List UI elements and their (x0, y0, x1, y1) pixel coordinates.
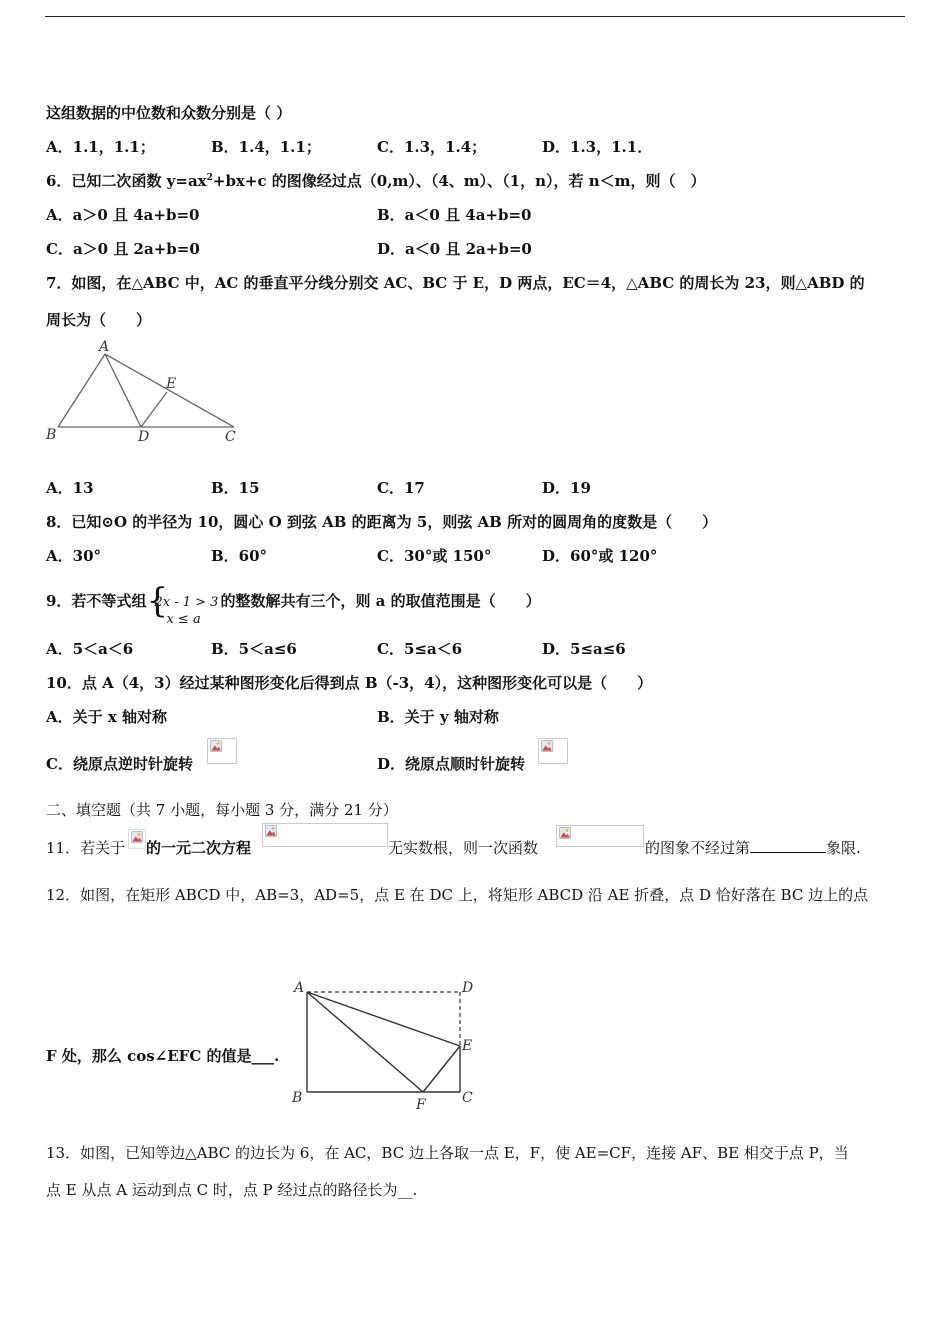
question-6 (46, 171, 705, 191)
question-11 (46, 838, 125, 858)
q7-option-b: B．15 (211, 479, 260, 497)
question-7-line1: 7．如图，在△ABC 中，AC 的垂直平分线分别交 AC、BC 于 E，D 两点，EC＝4，△ABC 的周长为 23，则△ABD 的 (46, 274, 865, 292)
question-13-line1: 13．如图，已知等边△ABC 的边长为 6，在 AC，BC 边上各取一点 E，F，使 AE=CF，连接 AF、BE 相交于点 P，当 (46, 1144, 849, 1162)
q7-option-c: C．17 (377, 479, 425, 497)
q12-label-f: F (416, 1097, 426, 1113)
q10-option-a: A．关于 x 轴对称 (46, 708, 168, 726)
q5-option-d: D．1.3，1.1． (542, 138, 653, 156)
question-9 (46, 581, 541, 627)
q8-option-a: A．30° (46, 547, 102, 565)
q11-text-2: 的一元二次方程 (146, 839, 252, 857)
inequality-row-1: 2x - 1 > 3 (154, 595, 219, 610)
q8-option-b: B．60° (211, 547, 268, 565)
q6-text-pre: 6．已知二次函数 y=ax (46, 172, 207, 190)
q7-label-d: D (138, 429, 150, 445)
q9-text-pre: 9．若不等式组 (46, 592, 147, 610)
inequality-system: { 2x - 1 > 3 x ≤ a (146, 584, 220, 620)
q10-option-b: B．关于 y 轴对称 (377, 708, 499, 726)
broken-image-icon (128, 829, 146, 849)
q12-label-b: B (292, 1090, 303, 1106)
q11-text-4-label: 的图象不经过第 (645, 839, 751, 857)
q10-option-c: C．绕原点逆时针旋转 (46, 755, 193, 773)
q9-option-b: B．5＜a≤6 (211, 640, 297, 658)
q12-label-c: C (462, 1090, 473, 1106)
q7-label-a: A (99, 339, 110, 355)
q9-option-d: D．5≤a≤6 (542, 640, 626, 658)
q11-text-5: 象限. (826, 839, 861, 857)
q7-label-e: E (166, 376, 177, 392)
q6-option-c: C．a＞0 且 2a+b=0 (46, 240, 200, 258)
q6-option-a: A．a＞0 且 4a+b=0 (46, 206, 200, 224)
q9-text-post: 的整数解共有三个，则 a 的取值范围是（ ） (220, 592, 541, 610)
q11-text-4 (645, 838, 861, 858)
question-12-line1: 12．如图，在矩形 ABCD 中，AB=3，AD=5，点 E 在 DC 上，将矩形 ABCD 沿 AE 折叠，点 D 恰好落在 BC 边上的点 (46, 886, 869, 904)
header-rule (45, 16, 905, 17)
q10-option-d: D．绕原点顺时针旋转 (377, 755, 526, 773)
triangle-figure-q7 (44, 338, 244, 450)
q6-exponent: 2 (206, 173, 213, 183)
q12-label-d: D (462, 980, 474, 996)
q8-option-d: D．60°或 120° (542, 547, 658, 565)
broken-image-icon (207, 738, 237, 764)
q7-option-d: D．19 (542, 479, 591, 497)
q12-label-a: A (294, 980, 305, 996)
q6-option-d: D．a＜0 且 2a+b=0 (377, 240, 532, 258)
q7-option-a: A．13 (46, 479, 94, 497)
q11-text-1: 11．若关于 (46, 839, 126, 857)
q5-option-a: A．1.1，1.1； (46, 138, 155, 156)
q9-option-a: A．5＜a＜6 (46, 640, 134, 658)
broken-image-icon (262, 823, 388, 847)
inequality-row-2: x ≤ a (166, 612, 201, 627)
q6-text-post: +bx+c 的图像经过点（0,m）、（4、m）、（1，n），若 n＜m，则（ ） (212, 172, 706, 190)
q11-text-3: 无实数根，则一次函数 (388, 839, 539, 857)
q8-option-c: C．30°或 150° (377, 547, 492, 565)
question-10: 10．点 A（4，3）经过某种图形变化后得到点 B（-3，4），这种图形变化可以是（ ） (46, 674, 653, 692)
broken-image-icon (538, 738, 568, 764)
rectangle-fold-figure-q12 (286, 972, 486, 1114)
question-5-stem: 这组数据的中位数和众数分别是（ ） (46, 104, 292, 122)
q7-label-c: C (225, 429, 236, 445)
broken-image-icon (556, 825, 644, 847)
section-2-heading: 二、填空题（共 7 小题，每小题 3 分，满分 21 分） (46, 801, 398, 819)
q12-label-e: E (462, 1038, 473, 1054)
q7-label-b: B (46, 427, 57, 443)
q5-option-c: C．1.3，1.4； (377, 138, 487, 156)
question-8: 8．已知⊙O 的半径为 10，圆心 O 到弦 AB 的距离为 5，则弦 AB 所对的圆周角的度数是（ ） (46, 513, 718, 531)
question-13-line2: 点 E 从点 A 运动到点 C 时，点 P 经过点的路径长为__. (46, 1181, 418, 1199)
q6-option-b: B．a＜0 且 4a+b=0 (377, 206, 532, 224)
answer-blank (750, 838, 826, 853)
question-12-line2: F 处，那么 cos∠EFC 的值是___. (46, 1047, 280, 1065)
q5-option-b: B．1.4，1.1； (211, 138, 321, 156)
q9-option-c: C．5≤a＜6 (377, 640, 463, 658)
question-7-line2: 周长为（ ） (46, 311, 152, 329)
